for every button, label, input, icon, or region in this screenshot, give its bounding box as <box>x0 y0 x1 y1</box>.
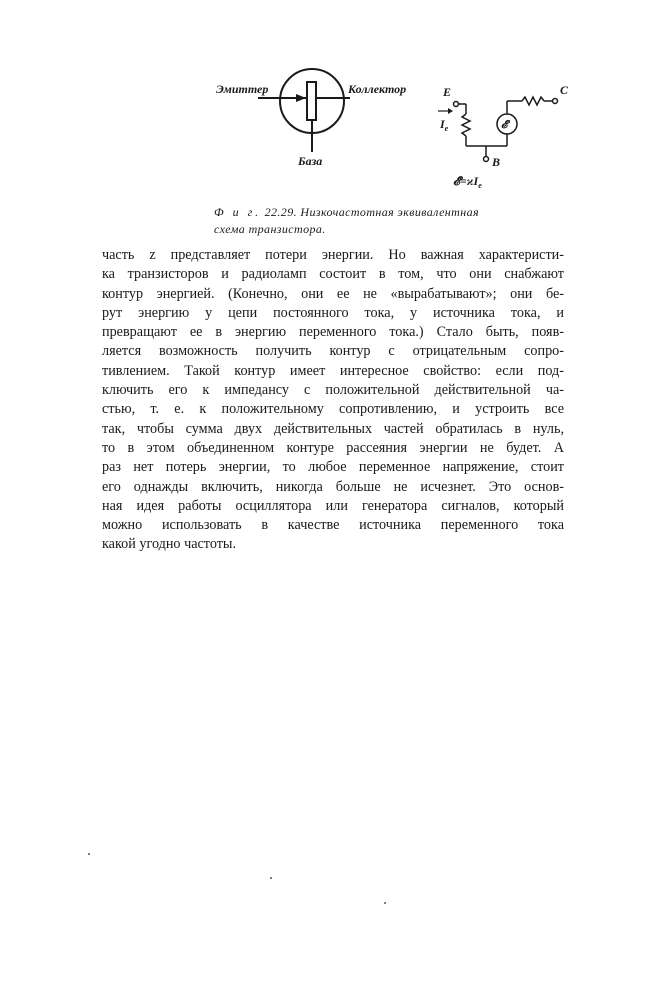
caption-number: 22.29. <box>264 205 297 219</box>
caption-label: Ф и г. <box>214 205 262 219</box>
emitter-arrow-icon <box>296 94 306 102</box>
collector-label: Коллектор <box>348 82 407 96</box>
emitter-label: Эмиттер <box>216 82 269 96</box>
current-arrow-head-icon <box>448 108 453 114</box>
current-label: $I_e$ <box>440 117 449 133</box>
caption-text-1: Низкочастотная эквивалентная <box>300 205 479 219</box>
figure-caption <box>214 204 574 238</box>
caption-text-2: схема транзистора. <box>214 222 326 236</box>
emitter-resistor <box>462 114 470 136</box>
text-line: ляется возможность получить контур с отрицательным сопро- <box>102 343 564 360</box>
terminal-e-label: E <box>443 85 452 99</box>
scan-speck <box>384 902 386 904</box>
terminal-b <box>484 157 489 162</box>
text-line: какой угодно частоты. <box>102 536 237 553</box>
text-line: можно использовать в качестве источника переменного тока <box>102 517 564 534</box>
source-formula: $𝓔̂=ϰI_e$ <box>453 174 482 190</box>
text-line: тивлением. Такой контур имеет интересное свойство: если под- <box>102 362 564 379</box>
scan-speck <box>88 853 90 855</box>
text-line: ка транзисторов и радиоламп состоит в том, что они снабжают <box>102 266 564 283</box>
text-line: рут энергию у цепи постоянного тока, у источника тока, и <box>102 304 564 321</box>
text-line: стью, т. е. к положительному сопротивлению, и устроить все <box>102 401 564 418</box>
transistor-diagram <box>200 70 580 205</box>
figure-22-29 <box>200 70 580 205</box>
base-label: База <box>298 154 323 168</box>
text-line: то в этом объединенном контуре рассеяния энергии не будет. А <box>102 439 564 456</box>
text-line: часть z представляет потери энергии. Но важная характеристи- <box>102 247 564 263</box>
body-paragraph <box>102 246 564 555</box>
terminal-e <box>454 102 459 107</box>
terminal-c-label: C <box>560 83 569 97</box>
terminal-b-label: B <box>492 155 501 169</box>
source-symbol: 𝓔 <box>501 119 508 131</box>
text-line: ная идея работы осциллятора или генератора сигналов, который <box>102 497 564 514</box>
text-line: так, чтобы сумма двух действительных частей обратилась в нуль, <box>102 420 564 437</box>
text-line: раз нет потерь энергии, то любое переменное напряжение, стоит <box>102 459 564 476</box>
collector-resistor <box>522 97 544 105</box>
scan-speck <box>270 877 272 879</box>
text-line: его однажды включить, никогда больше не исчезнет. Это основ- <box>102 478 564 495</box>
base-bar <box>307 82 316 120</box>
terminal-c <box>553 99 558 104</box>
text-line: превращают ее в энергию переменного тока.) Стало быть, появ- <box>102 324 564 341</box>
text-line: контур энергией. (Конечно, они ее не «вырабатывают»; они бе- <box>102 285 564 302</box>
text-line: ключить его к импедансу с положительной действительной ча- <box>102 382 564 399</box>
